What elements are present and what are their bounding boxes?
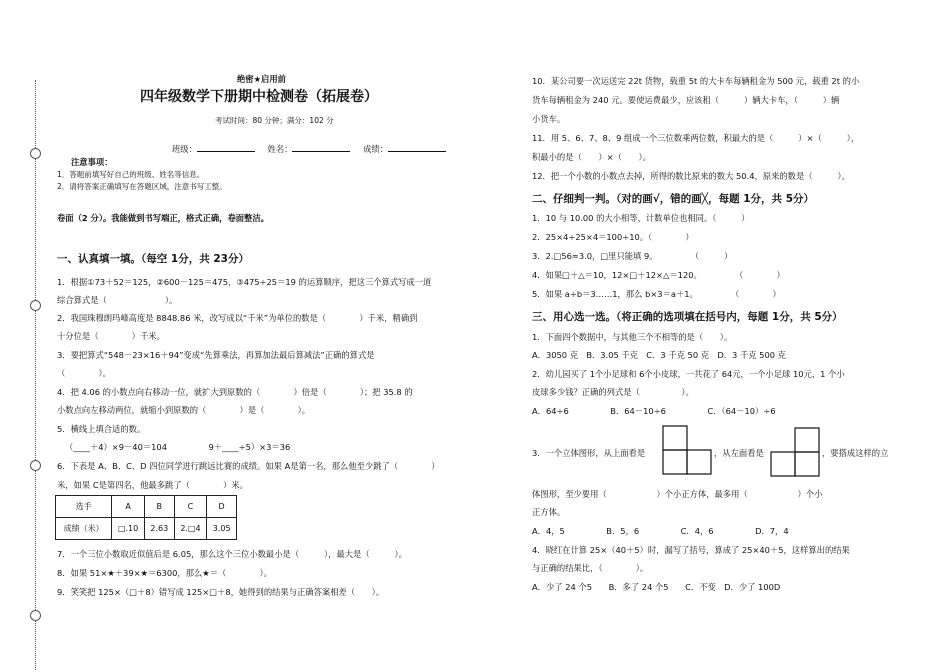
q-line: 皮球多少钱？正确的列式是（ ）。 <box>532 387 694 397</box>
q-line: 4．如果□＋△＝10，12×□＋12×△＝120。 （ ） <box>532 270 785 280</box>
q-line: 与正确的结果比，（ ）。 <box>532 563 649 573</box>
info-row <box>172 142 446 155</box>
q-line: 8．如果 51×★＋39×★＝6300，那么★＝（ ）。 <box>57 568 272 578</box>
q3-text-b: ，从左面看是 <box>714 448 764 458</box>
left-view-figure <box>770 427 820 477</box>
q-line: A．4，5 B．5，6 C．4，6 D．7，4 <box>532 526 789 536</box>
q-line: 积最小的是（ ）×（ ）。 <box>532 152 651 162</box>
section2-title: 二、仔细判一判。（对的画√，错的画╳，每题 1分，共 5分） <box>532 193 814 205</box>
binding-ring <box>30 148 41 159</box>
exam-title: 四年级数学下册期中检测卷（拓展卷） <box>140 89 378 105</box>
table-head-cell: D <box>207 496 237 518</box>
binding-ring <box>30 300 41 311</box>
score-table <box>55 495 237 540</box>
q3-text-a: 3．一个立体图形，从上面看是 <box>532 448 646 458</box>
q-line: 小数点向左移动两位，就缩小到原数的（ ）是（ ）。 <box>57 405 311 415</box>
q-line: （____＋4）×9－40＝104 9＋____÷5）×3＝36 <box>65 442 291 452</box>
q-line: 11．用 5、6、7、8、9 组成一个三位数乘两位数，积最大的是（ ）×（ ）， <box>532 133 860 143</box>
q-line: A．64÷6 B．64－10÷6 C．（64－10）÷6 <box>532 406 776 416</box>
class-label: 班级： <box>172 144 197 154</box>
table-head-cell: A <box>112 496 145 518</box>
q-line: 正方体。 <box>532 507 566 517</box>
q-line: 体图形，至少要用（ ）个小正方体，最多用（ ）个小 <box>532 489 823 499</box>
q-line: 4．把 4.06 的小数点向右移动一位，就扩大到原数的（ ）倍是（ ）；把 35.8 的 <box>57 387 413 397</box>
binding-ring <box>30 610 41 621</box>
q-line: 12．把一个小数的小数点去掉，所得的数比原来的数大 50.4，原来的数是（ ）。 <box>532 171 850 181</box>
section1-title: 一、认真填一填。（每空 1分，共 23分） <box>57 253 249 265</box>
score-label: 成绩： <box>363 144 388 154</box>
q-line: 7．一个三位小数取近似值后是 6.05，那么这个三位小数最小是（ ），最大是（ ）。 <box>57 549 407 559</box>
q-line: 4．晓红在计算 25×（40＋5）时，漏写了括号，算成了 25×40＋5，这样算出的结果 <box>532 545 850 555</box>
notes-item: 1．答题前填写好自己的班级、姓名等信息。 <box>57 170 205 179</box>
exam-meta: 考试时间：80 分钟；满分：102 分 <box>215 116 334 125</box>
q-line: 1．根据①73＋52＝125，②600－125＝475，③475÷25＝19 的运算顺序，把这三个算式写成一道 <box>57 277 432 287</box>
q-line: A．少了 24 个5 B．多了 24 个5 C．不变 D．少了 100D <box>532 582 781 592</box>
binding-ring <box>30 460 41 471</box>
q-line: 5．横线上填合适的数。 <box>57 424 146 434</box>
q3-text-c: ，要搭成这样的立 <box>822 448 889 458</box>
q-line: 十分位是（ ）千米。 <box>57 331 165 341</box>
section3-title: 三、用心选一选。（将正确的选项填在括号内，每题 1分，共 5分） <box>532 311 843 323</box>
q-line: 1．下面四个数据中，与其他三个不相等的是（ ）。 <box>532 332 733 342</box>
notes-title: 注意事项： <box>71 157 113 167</box>
table-cell: 3.05 <box>207 518 237 540</box>
secret-mark: 绝密★启用前 <box>237 74 286 84</box>
name-label: 姓名： <box>267 144 293 154</box>
q-line: 小货车。 <box>532 114 566 124</box>
q-line: 10．某公司要一次运送完 22t 货物，载重 5t 的大卡车每辆租金为 500 元，载重 2t 的小 <box>532 76 860 86</box>
binding-dotted-line <box>35 80 36 670</box>
q-line: 2．幼儿园买了 1个小足球和 6个小皮球，一共花了 64元，一个小足球 10元，1 个小 <box>532 369 845 379</box>
notes-item: 2．请将答案正确填写在答题区域，注意书写工整。 <box>57 182 227 191</box>
table-cell: 2.□4 <box>174 518 207 540</box>
table-cell: 成绩（米） <box>56 518 112 540</box>
name-field[interactable] <box>292 142 350 152</box>
q-line: 米，如果 C是第四名，他最多跳了（ ）米。 <box>57 480 248 490</box>
neatness-line: 卷面（2 分）。我能做到书写端正，格式正确，卷面整洁。 <box>57 213 269 223</box>
q-line: 1．10 与 10.00 的大小相等，计数单位也相同。（ ） <box>532 213 750 223</box>
q-line: 3．2.□56≈3.0，□里只能填 9。 （ ） <box>532 251 733 261</box>
q-line: 9．笑笑把 125×（□＋8）错写成 125×□＋8，她得到的结果与正确答案相差（ ）。 <box>57 587 385 597</box>
q-line: 3．要把算式“548－23×16＋94”变成“先算乘法，再算加法最后算减法”正确的算式是 <box>57 350 375 360</box>
table-cell: 2.63 <box>144 518 174 540</box>
q-line: 2．我国珠穆朗玛峰高度是 8848.86 米，改写成以“千米”为单位的数是（ ）千米，精确到 <box>57 313 418 323</box>
binding-margin <box>0 0 46 672</box>
top-view-figure <box>662 425 712 475</box>
table-head-cell: 选手 <box>56 496 112 518</box>
table-head-cell: B <box>144 496 174 518</box>
table-head-cell: C <box>174 496 207 518</box>
q-line: 6．下表是 A、B、C、D 四位同学进行跳远比赛的成绩。如果 A是第一名，那么他至少跳了（ ） <box>57 461 440 471</box>
q-line: 5．如果 a÷b＝3……1，那么 b×3＝a＋1。 （ ） <box>532 289 781 299</box>
table-cell: □.10 <box>112 518 145 540</box>
q-line: 货车每辆租金为 240 元。要使运费最少，应该租（ ）辆大卡车，（ ）辆 <box>532 95 840 105</box>
q-line: 综合算式是（ ）。 <box>57 295 178 305</box>
score-field[interactable] <box>388 142 446 152</box>
q-line: A．3050 克 B．3.05 千克 C．3 千克 50 克 D．3 千克 500 克 <box>532 350 786 360</box>
class-field[interactable] <box>197 142 255 152</box>
q-line: （ ）。 <box>57 368 111 378</box>
q-line: 2．25×4÷25×4＝100÷10。（ ） <box>532 232 694 242</box>
